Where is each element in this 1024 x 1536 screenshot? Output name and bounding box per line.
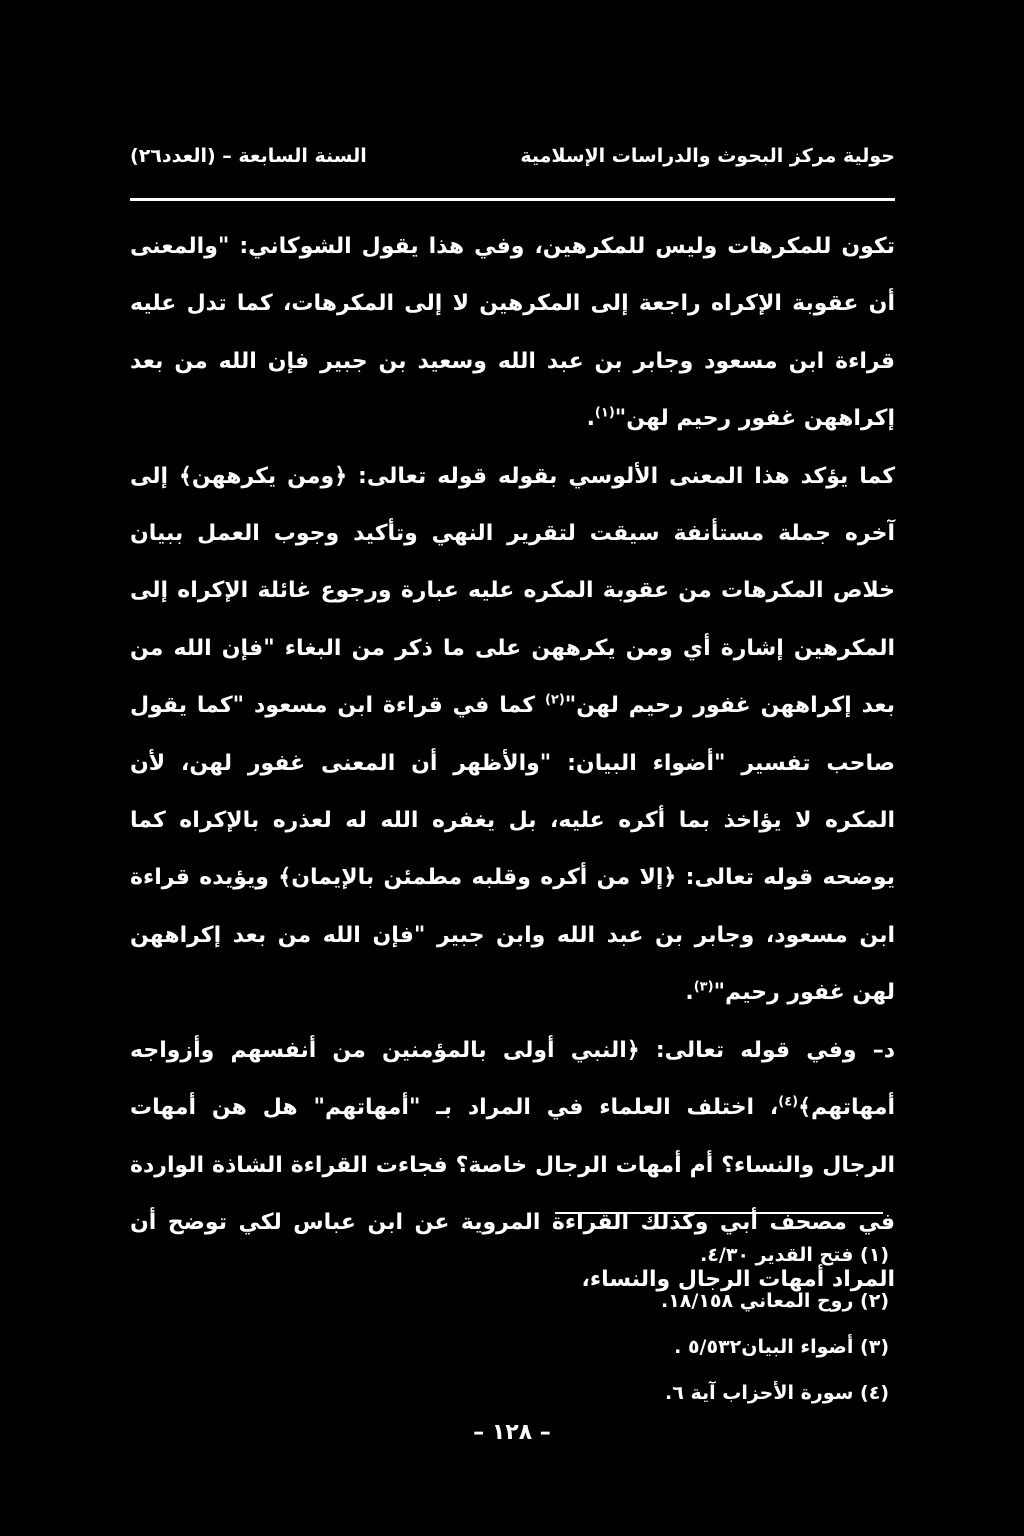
footnote-ref-2: (٢): [544, 692, 565, 708]
footnote-1: (١) فتح القدير ٤/٣٠.: [700, 1244, 889, 1266]
footnote-divider: [555, 1212, 883, 1214]
paragraph-1-text: تكون للمكرهات وليس للمكرهين، وفي هذا يقول الشوكاني: "والمعنى أن عقوبة الإكراه راجعة إلى المكرهين لا إلى المكرهات، كما تدل عليه قراءة ابن مسعود وجابر بن عبد الله وسعيد بن جبير فإن الله من بعد إكراههن غفور رحيم لهن": [130, 234, 895, 432]
paragraph-2-continued: كما في قراءة ابن مسعود "كما يقول صاحب تفسير "أضواء البيان: "والأظهر أن المعنى غفور لهن، لأن المكره لا يؤاخذ بما أكره عليه، بل يغفره الله له لعذره بالإكراه كما يوضحه قوله تعالى: ﴿إلا من أكره وقلبه مطمئن بالإيمان﴾ ويؤيده قراءة ابن مسعود، وجابر بن عبد الله وابن جبير "فإن الله من بعد إكراههن لهن غفور رحيم": [130, 693, 895, 1006]
footnote-ref-4: (٤): [778, 1094, 799, 1110]
paragraph-2: [130, 448, 895, 1022]
issue-label: السنة السابعة – (العدد٢٦): [130, 145, 367, 167]
footnote-ref-1: (١): [594, 405, 615, 421]
paragraph-2-end: .: [685, 980, 694, 1006]
footnote-ref-3: (٣): [693, 979, 714, 995]
header-divider: [130, 198, 895, 201]
footnote-4: (٤) سورة الأحزاب آية ٦.: [665, 1382, 889, 1404]
footnotes: [469, 1232, 889, 1416]
main-text: [130, 218, 895, 1309]
paragraph-3-continued: ، اختلف العلماء في المراد بـ "أمهاتهم" هل هن أمهات الرجال والنساء؟ أم أمهات الرجال خاصة؟ فجاءت القراءة الشاذة الواردة في مصحف أبي وكذلك القراءة المروية عن ابن عباس لكي توضح أن المراد أمهات الرجال والنساء،: [130, 1095, 895, 1293]
page-number: – ١٢٨ –: [473, 1420, 551, 1445]
footnote-2: (٢) روح المعاني ١٨/١٥٨.: [660, 1290, 889, 1312]
journal-title: حولية مركز البحوث والدراسات الإسلامية: [520, 145, 895, 167]
paragraph-2-text: كما يؤكد هذا المعنى الألوسي بقوله قوله تعالى: ﴿ومن يكرههن﴾ إلى آخره جملة مستأنفة سيقت لتقرير النهي وتأكيد وجوب العمل ببيان خلاص المكرهات من عقوبة المكره عليه عبارة ورجوع غائلة الإكراه إلى المكرهين إشارة أي ومن يكرههن على ما ذكر من البغاء "فإن الله من بعد إكراههن غفور رحيم لهن": [130, 463, 895, 719]
paragraph-1: [130, 218, 895, 448]
footnote-3: (٣) أضواء البيان٥/٥٣٢ .: [674, 1336, 889, 1358]
running-header: [130, 145, 895, 177]
paragraph-3-text: د– وفي قوله تعالى: ﴿النبي أولى بالمؤمنين من أنفسهم وأزواجه أمهاتهم﴾: [130, 1037, 895, 1121]
paragraph-1-end: .: [586, 406, 595, 432]
